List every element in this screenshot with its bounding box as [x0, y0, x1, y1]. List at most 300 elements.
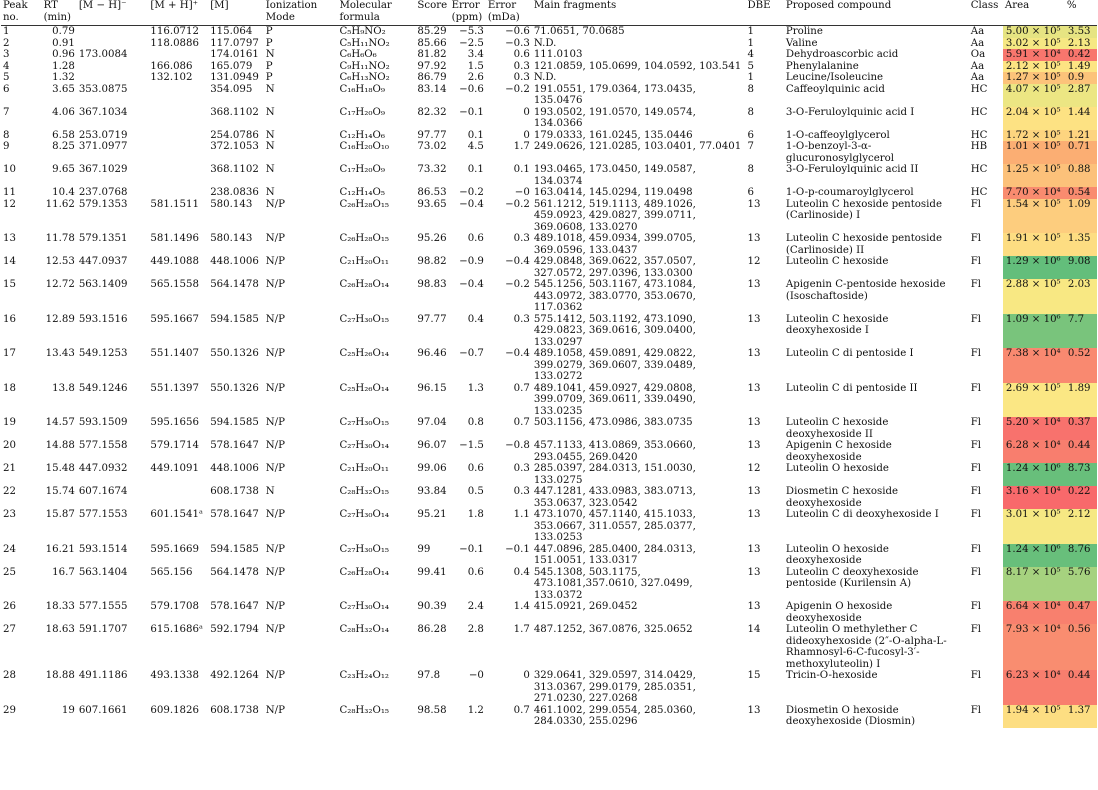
cell-m: 594.1585 [210, 313, 259, 325]
cell-score: 99.06 [417, 463, 447, 474]
cell-class: Fl [970, 624, 982, 635]
cell-rt: 1.32 [52, 72, 75, 83]
cell-mh-plus [148, 486, 208, 509]
table-row [1, 256, 1097, 279]
cell-rt: 11.78 [45, 233, 75, 244]
cell-peak: 14 [3, 256, 16, 267]
cell-dbe: 6 [747, 187, 754, 198]
cell-err-ppm: −0 [468, 670, 484, 681]
cell-mh-minus: 549.1253 [78, 348, 128, 359]
cell-class: Fl [970, 463, 982, 474]
cell-mh-minus: 237.0768 [78, 187, 128, 198]
cell-err-mda: 0 [523, 106, 530, 118]
cell-area: 7.38 × 10⁴ [1003, 348, 1065, 383]
cell-rt: 8.25 [52, 141, 75, 152]
cell-err-ppm: −5.3 [459, 26, 484, 37]
cell-mode: N/P [265, 256, 285, 267]
cell-score: 97.04 [417, 417, 447, 428]
table-row [1, 279, 1097, 314]
cell-mode: P [265, 60, 273, 72]
cell-rt: 10.4 [52, 187, 75, 198]
cell-peak: 17 [3, 348, 16, 359]
cell-mh-plus: 132.102 [150, 72, 193, 83]
cell-mode: P [265, 26, 273, 37]
cell-mode: N/P [265, 601, 285, 612]
cell-fragments: 329.0641, 329.0597, 314.0429, 313.0367, 299.0179, 285.0351, 271.0230, 227.0268 [533, 670, 696, 704]
table-row [1, 314, 1097, 349]
cell-mode: N [265, 129, 275, 141]
cell-formula: C₁₂H₁₄O₆ [339, 129, 385, 141]
cell-formula: C₅H₉NO₂ [339, 26, 386, 37]
cell-compound: Luteolin C hexoside deoxyhexoside I [785, 313, 889, 336]
cell-err-ppm: −0.1 [459, 543, 484, 555]
cell-m: 594.1585 [210, 417, 259, 428]
cell-m: 550.1326 [210, 348, 259, 359]
cell-mode: N [265, 106, 275, 118]
cell-mh-plus: 565.1558 [150, 279, 200, 290]
cell-pct: 0.54 [1065, 187, 1097, 199]
cell-fragments: 503.1156, 473.0986, 383.0735 [533, 417, 693, 428]
cell-err-ppm: −1.5 [459, 440, 484, 451]
cell-peak: 10 [3, 164, 16, 175]
cell-err-mda: −0.8 [505, 440, 530, 451]
cell-mh-plus: 493.1338 [150, 670, 200, 681]
cell-peak: 28 [3, 670, 16, 681]
cell-err-mda: 0.7 [513, 382, 530, 394]
cell-class: HC [970, 129, 988, 141]
cell-m: 165.079 [210, 60, 253, 72]
cell-formula: C₅H₁₁NO₂ [339, 37, 390, 49]
cell-score: 82.32 [417, 106, 447, 118]
cell-mode: N/P [265, 543, 285, 555]
cell-err-ppm: −0.9 [459, 256, 484, 267]
cell-mode: N/P [265, 440, 285, 451]
table-row [1, 49, 1097, 61]
cell-fragments: 447.0896, 285.0400, 284.0313, 151.0051, 133.0317 [533, 543, 696, 566]
cell-peak: 2 [3, 37, 10, 49]
cell-pct: 0.47 [1065, 601, 1097, 624]
cell-pct: 1.49 [1065, 61, 1097, 73]
cell-formula: C₂₇H₃₀O₁₅ [339, 543, 389, 555]
cell-area: 2.04 × 10⁵ [1003, 107, 1065, 130]
cell-peak: 8 [3, 129, 10, 141]
cell-compound: Apigenin C hexoside deoxyhexoside [785, 440, 892, 463]
cell-err-ppm: 2.8 [467, 624, 484, 635]
cell-fragments: 473.1070, 457.1140, 415.1033, 353.0667, 311.0557, 285.0377, 133.0253 [533, 509, 696, 543]
cell-err-mda: 1.1 [513, 509, 530, 520]
cell-mh-plus: 166.086 [150, 60, 193, 72]
cell-err-ppm: 1.3 [467, 382, 484, 394]
cell-mode: N/P [265, 198, 285, 210]
cell-mh-minus: 367.1029 [78, 164, 128, 175]
cell-formula: C₂₇H₃₀O₁₄ [339, 601, 389, 612]
cell-class: Fl [970, 382, 982, 394]
header-class: Class [970, 0, 999, 11]
cell-err-mda: 0 [523, 670, 530, 681]
cell-score: 96.07 [417, 440, 447, 451]
cell-mode: N/P [265, 313, 285, 325]
header-score: Score [417, 0, 448, 11]
cell-err-mda: 0.3 [513, 313, 530, 325]
cell-score: 95.21 [417, 509, 447, 520]
cell-peak: 19 [3, 417, 16, 428]
cell-fragments: 545.1308, 503.1175, 473.1081,357.0610, 327.0499, 133.0372 [533, 566, 693, 601]
cell-mh-plus: 601.1541ᵃ [150, 509, 203, 520]
cell-area: 3.16 × 10⁴ [1003, 486, 1065, 509]
table-row [1, 383, 1097, 418]
cell-err-mda: 0.3 [513, 72, 530, 83]
cell-fragments: 121.0859, 105.0699, 104.0592, 103.541 [533, 60, 742, 72]
cell-m: 131.0949 [210, 72, 259, 83]
cell-compound: Valine [785, 37, 818, 49]
cell-peak: 16 [3, 313, 16, 325]
table-row [1, 199, 1097, 234]
cell-mode: N [265, 83, 275, 95]
cell-mode: P [265, 37, 273, 49]
cell-fragments: 179.0333, 161.0245, 135.0446 [533, 129, 693, 141]
cell-compound: 1-O-caffeoylglycerol [785, 129, 890, 141]
cell-dbe: 13 [747, 348, 761, 359]
cell-area: 1.24 × 10⁶ [1003, 544, 1065, 567]
cell-dbe: 13 [747, 382, 761, 394]
cell-class: Fl [970, 566, 982, 578]
cell-compound: 1-O-p-coumaroylglycerol [785, 187, 914, 198]
cell-mh-plus [148, 49, 208, 61]
cell-err-mda: 0 [523, 129, 530, 141]
cell-peak: 23 [3, 509, 16, 520]
cell-m: 564.1478 [210, 566, 259, 578]
cell-score: 98.83 [417, 279, 447, 290]
cell-rt: 12.53 [45, 256, 75, 267]
cell-fragments: 575.1412, 503.1192, 473.1090, 429.0823, 369.0616, 309.0400, 133.0297 [533, 313, 696, 348]
cell-mode: N [265, 141, 275, 152]
cell-peak: 3 [3, 49, 10, 60]
cell-pct: 0.44 [1065, 670, 1097, 705]
cell-formula: C₂₅H₂₆O₁₄ [339, 382, 389, 394]
cell-err-ppm: −0.2 [459, 187, 484, 198]
cell-formula: C₆H₁₃NO₂ [339, 72, 390, 83]
cell-dbe: 12 [747, 256, 761, 267]
cell-err-mda: −0.2 [505, 198, 530, 210]
cell-mh-minus: 447.0932 [78, 463, 128, 474]
cell-err-mda: −0.4 [505, 348, 530, 359]
table-row [1, 440, 1097, 463]
cell-mode: N/P [265, 704, 285, 716]
cell-mh-plus: 579.1714 [150, 440, 200, 451]
table-row [1, 26, 1097, 38]
cell-mode: N/P [265, 670, 285, 681]
cell-rt: 15.48 [45, 463, 75, 474]
cell-m: 368.1102 [210, 164, 259, 175]
table-row [1, 544, 1097, 567]
cell-formula: C₂₈H₃₂O₁₅ [339, 704, 389, 716]
header-peak: Peak no. [3, 0, 28, 23]
cell-mh-plus: 449.1088 [150, 256, 200, 267]
cell-score: 86.28 [417, 624, 447, 635]
cell-err-mda: −0 [514, 187, 530, 198]
cell-rt: 4.06 [52, 106, 75, 118]
cell-err-mda: 1.4 [513, 601, 530, 612]
cell-class: Aa [970, 72, 985, 83]
cell-m: 448.1006 [210, 256, 259, 267]
cell-score: 85.66 [417, 37, 447, 49]
cell-formula: C₁₂H₁₄O₅ [339, 187, 385, 198]
cell-area: 1.27 × 10⁵ [1003, 72, 1065, 84]
cell-area: 6.23 × 10⁴ [1003, 670, 1065, 705]
cell-dbe: 13 [747, 440, 761, 451]
cell-peak: 1 [3, 26, 10, 37]
cell-score: 97.8 [417, 670, 441, 681]
cell-rt: 0.79 [52, 26, 75, 37]
cell-dbe: 13 [747, 417, 761, 428]
cell-dbe: 5 [747, 60, 754, 72]
table-row [1, 486, 1097, 509]
table-row [1, 567, 1097, 602]
table-row [1, 417, 1097, 440]
cell-dbe: 13 [747, 313, 761, 325]
cell-fragments: 457.1133, 413.0869, 353.0660, 293.0455, 269.0420 [533, 440, 696, 463]
cell-dbe: 1 [747, 37, 754, 49]
header-pct: % [1066, 0, 1077, 11]
cell-err-ppm: 0.1 [467, 164, 484, 175]
cell-mh-minus: 607.1661 [78, 704, 128, 716]
cell-pct: 1.21 [1065, 130, 1097, 142]
cell-err-ppm: 2.4 [467, 601, 484, 612]
cell-err-ppm: 0.1 [467, 129, 484, 141]
cell-mh-plus: 116.0712 [150, 26, 200, 37]
cell-m: 578.1647 [210, 509, 259, 520]
cell-rt: 12.72 [45, 279, 75, 290]
cell-peak: 15 [3, 279, 16, 290]
cell-peak: 13 [3, 233, 16, 244]
cell-area: 5.91 × 10⁴ [1003, 49, 1065, 61]
cell-formula: C₂₆H₂₈O₁₄ [339, 279, 389, 290]
cell-compound: Apigenin O hexoside deoxyhexoside [785, 601, 893, 624]
table-row [1, 463, 1097, 486]
cell-mh-minus: 577.1558 [78, 440, 128, 451]
cell-dbe: 1 [747, 26, 754, 37]
cell-err-ppm: 0.5 [467, 486, 484, 497]
cell-peak: 24 [3, 543, 16, 555]
cell-score: 98.82 [417, 256, 447, 267]
cell-area: 1.94 × 10⁵ [1003, 705, 1065, 728]
cell-dbe: 8 [747, 164, 754, 175]
cell-mode: N [265, 187, 275, 198]
cell-err-mda: 0.7 [513, 704, 530, 716]
cell-rt: 12.89 [45, 313, 75, 325]
cell-dbe: 13 [747, 198, 761, 210]
cell-m: 578.1647 [210, 440, 259, 451]
cell-err-ppm: 0.6 [467, 233, 484, 244]
cell-compound: Luteolin O hexoside deoxyhexoside [785, 543, 889, 566]
cell-fragments: 487.1252, 367.0876, 325.0652 [533, 624, 693, 635]
table-row [1, 670, 1097, 705]
cell-pct: 0.9 [1065, 72, 1097, 84]
cell-class: Fl [970, 704, 982, 716]
cell-fragments: 285.0397, 284.0313, 151.0030, 133.0275 [533, 463, 696, 486]
cell-err-mda: −0.6 [505, 26, 530, 37]
cell-rt: 15.87 [45, 509, 75, 520]
table-row [1, 61, 1097, 73]
cell-score: 93.84 [417, 486, 447, 497]
cell-err-mda: −0.1 [505, 543, 530, 555]
cell-formula: C₁₇H₂₀O₉ [339, 106, 385, 118]
cell-compound: Luteolin C deoxyhexoside pentoside (Kurilensin A) [785, 566, 919, 589]
cell-rt: 18.88 [45, 670, 75, 681]
cell-compound: Phenylalanine [785, 60, 859, 72]
cell-dbe: 13 [747, 543, 761, 555]
cell-formula: C₁₆H₁₈O₉ [339, 83, 385, 95]
cell-err-mda: 1.7 [513, 624, 530, 635]
cell-compound: Luteolin C hexoside pentoside (Carlinoside) I [785, 198, 942, 221]
cell-score: 86.53 [417, 187, 447, 198]
table-row [1, 705, 1097, 728]
cell-fragments: 249.0626, 121.0285, 103.0401, 77.0401 [533, 141, 742, 152]
cell-rt: 16.7 [52, 566, 75, 578]
cell-err-mda: 0.3 [513, 486, 530, 497]
cell-fragments: 111.0103 [533, 49, 583, 60]
cell-err-ppm: 1.8 [467, 509, 484, 520]
table-row [1, 164, 1097, 187]
cell-dbe: 7 [747, 141, 754, 152]
cell-area: 4.07 × 10⁵ [1003, 84, 1065, 107]
cell-mh-minus: 577.1553 [78, 509, 128, 520]
cell-mh-minus: 447.0937 [78, 256, 128, 267]
cell-err-ppm: 0.6 [467, 463, 484, 474]
cell-m: 115.064 [210, 26, 253, 37]
cell-formula: C₂₇H₃₀O₁₄ [339, 509, 389, 520]
cell-formula: C₂₆H₂₈O₁₄ [339, 566, 389, 578]
cell-mh-plus: 581.1511 [150, 198, 200, 210]
cell-score: 86.79 [417, 72, 447, 83]
cell-compound: Luteolin C hexoside pentoside (Carlinoside) II [785, 233, 942, 256]
cell-area: 5.00 × 10⁵ [1003, 26, 1065, 38]
cell-formula: C₂₆H₂₈O₁₅ [339, 233, 389, 244]
cell-area: 8.17 × 10⁵ [1003, 567, 1065, 602]
cell-mh-minus [77, 38, 149, 50]
header-mode: Ionization Mode [265, 0, 318, 23]
cell-err-mda: 1.7 [513, 141, 530, 152]
cell-class: Oa [970, 49, 986, 60]
table-row [1, 187, 1097, 199]
cell-pct: 2.03 [1065, 279, 1097, 314]
cell-peak: 26 [3, 601, 16, 612]
header-err-ppm: Error (ppm) [451, 0, 483, 23]
cell-m: 578.1647 [210, 601, 259, 612]
cell-mh-minus: 353.0875 [78, 83, 128, 95]
cell-pct: 3.53 [1065, 26, 1097, 38]
cell-mh-minus: 579.1353 [78, 198, 128, 210]
cell-mh-plus: 551.1407 [150, 348, 200, 359]
cell-err-mda: 0.4 [513, 566, 530, 578]
cell-dbe: 1 [747, 72, 754, 83]
cell-class: HC [970, 187, 988, 198]
cell-err-ppm: 1.5 [467, 60, 484, 72]
cell-mode: N/P [265, 463, 285, 474]
cell-mh-minus: 491.1186 [78, 670, 128, 681]
cell-m: 372.1053 [210, 141, 259, 152]
cell-compound: Dehydroascorbic acid [785, 49, 899, 60]
cell-pct: 0.42 [1065, 49, 1097, 61]
cell-peak: 18 [3, 382, 16, 394]
cell-compound: Luteolin O hexoside [785, 463, 889, 474]
cell-fragments: 415.0921, 269.0452 [533, 601, 638, 612]
cell-err-mda: 0.1 [513, 164, 530, 175]
cell-rt: 6.58 [52, 129, 75, 141]
cell-rt: 19 [61, 704, 75, 716]
header-area: Area [1004, 0, 1030, 11]
cell-fragments: N.D. [533, 72, 557, 83]
cell-score: 73.02 [417, 141, 447, 152]
cell-mode: N [265, 49, 275, 60]
cell-area: 6.64 × 10⁴ [1003, 601, 1065, 624]
cell-dbe: 13 [747, 486, 761, 497]
cell-dbe: 13 [747, 601, 761, 612]
cell-fragments: 191.0551, 179.0364, 173.0435, 135.0476 [533, 83, 696, 106]
cell-rt: 16.21 [45, 543, 75, 555]
table-row [1, 84, 1097, 107]
cell-peak: 6 [3, 83, 10, 95]
cell-err-ppm: 3.4 [467, 49, 484, 60]
header-formula: Molecular formula [339, 0, 392, 23]
cell-pct: 0.37 [1065, 417, 1097, 440]
table-row [1, 601, 1097, 624]
cell-mh-plus [148, 84, 208, 107]
cell-fragments: 561.1212, 519.1113, 489.1026, 459.0923, 429.0827, 399.0711, 369.0608, 133.0270 [533, 198, 696, 233]
compound-table [1, 0, 1097, 728]
cell-m: 608.1738 [210, 486, 259, 497]
table-row [1, 107, 1097, 130]
cell-pct: 2.12 [1065, 509, 1097, 544]
cell-compound: Luteolin C hexoside deoxyhexoside II [785, 417, 889, 440]
cell-formula: C₂₆H₂₈O₁₅ [339, 198, 389, 210]
cell-m: 608.1738 [210, 704, 259, 716]
cell-area: 1.91 × 10⁵ [1003, 233, 1065, 256]
cell-class: Fl [970, 233, 982, 244]
cell-m: 550.1326 [210, 382, 259, 394]
cell-score: 81.82 [417, 49, 447, 60]
cell-fragments: 489.1041, 459.0927, 429.0808, 399.0709, 369.0611, 339.0490, 133.0235 [533, 382, 696, 417]
cell-mh-plus: 609.1826 [150, 704, 200, 716]
cell-area: 1.09 × 10⁶ [1003, 314, 1065, 349]
cell-m: 580.143 [210, 233, 253, 244]
cell-compound: Luteolin C hexoside [785, 256, 889, 267]
cell-err-mda: 0.3 [513, 233, 530, 244]
cell-dbe: 13 [747, 233, 761, 244]
table-row [1, 509, 1097, 544]
cell-compound: Luteolin C di pentoside I [785, 348, 914, 359]
cell-pct: 2.87 [1065, 84, 1097, 107]
cell-score: 96.15 [417, 382, 447, 394]
cell-class: Aa [970, 60, 985, 72]
table-row [1, 72, 1097, 84]
cell-score: 97.92 [417, 60, 447, 72]
cell-mh-plus [148, 187, 208, 199]
cell-mh-plus: 565.156 [150, 566, 193, 578]
cell-formula: C₂₃H₂₄O₁₂ [339, 670, 389, 681]
header-rt: RT (min) [43, 0, 72, 23]
cell-score: 97.77 [417, 129, 447, 141]
cell-peak: 20 [3, 440, 16, 451]
cell-rt: 15.74 [45, 486, 75, 497]
cell-mode: N/P [265, 566, 285, 578]
cell-compound: 3-O-Feruloylquinic acid II [785, 164, 919, 175]
table-row [1, 38, 1097, 50]
cell-mh-plus: 551.1397 [150, 382, 200, 394]
cell-area: 1.24 × 10⁶ [1003, 463, 1065, 486]
cell-dbe: 13 [747, 704, 761, 716]
cell-class: HC [970, 83, 988, 95]
